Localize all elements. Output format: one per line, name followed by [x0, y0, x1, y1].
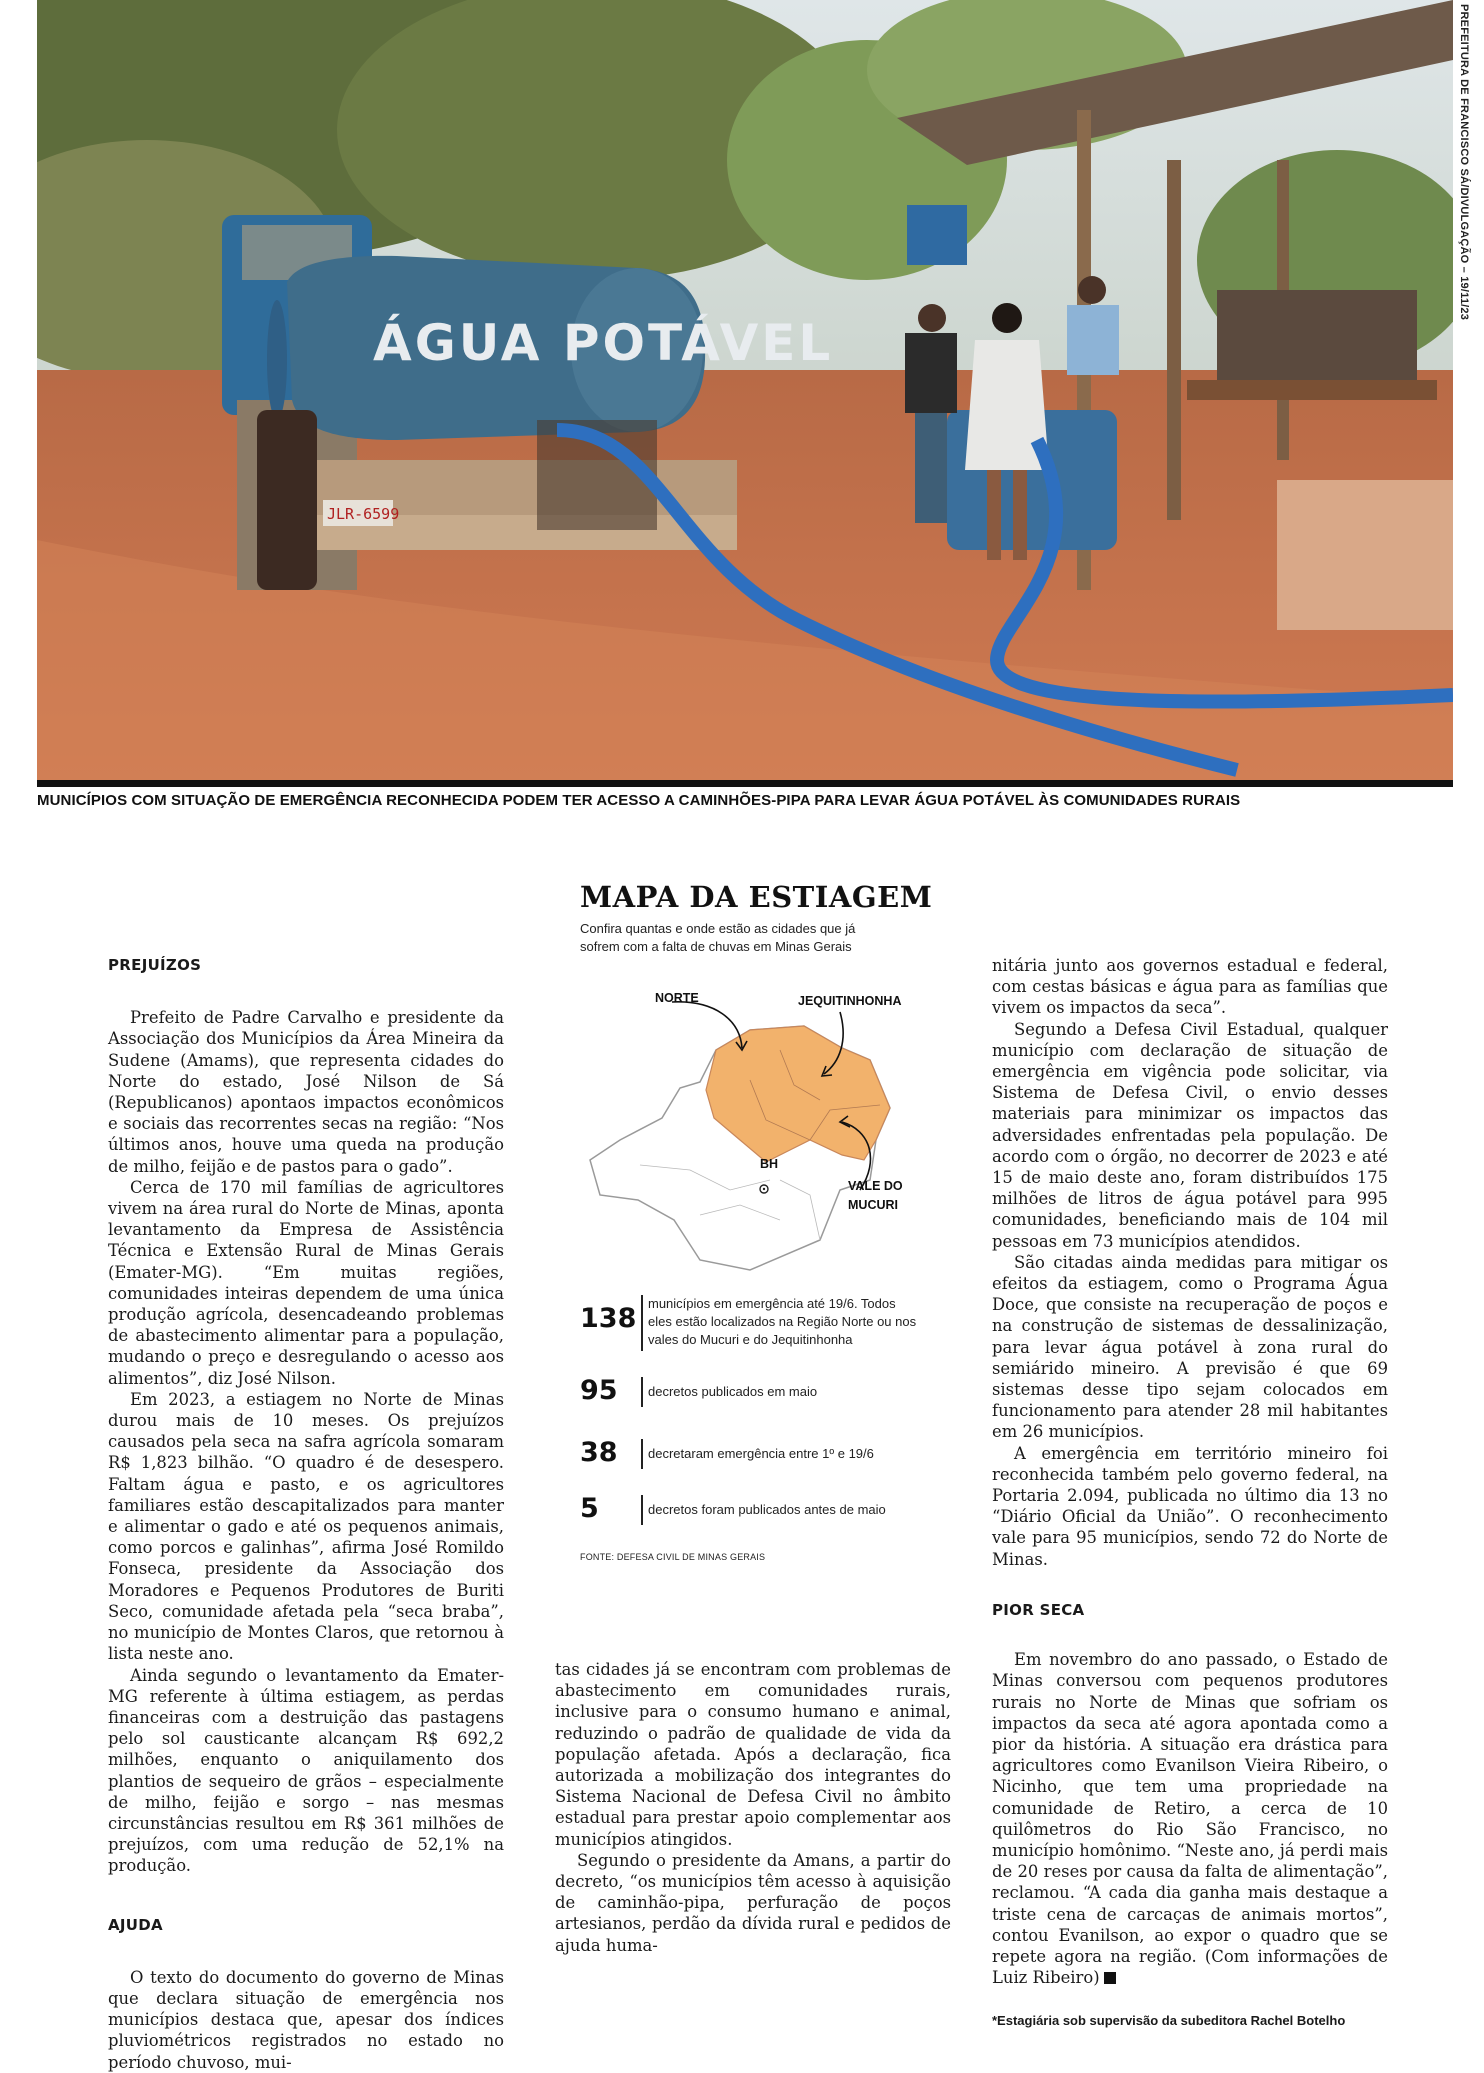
label-vale-do-mucuri: VALE DO MUCURI	[848, 1179, 903, 1212]
photo-credit: PREFEITURA DE FRANCISCO SÁ/DIVULGAÇÃO – 19/11/23	[1458, 4, 1470, 321]
paragraph: Segundo a Defesa Civil Estadual, qualquer município com declaração de situação de emergência em vigência pode solicitar, via Sistema de Defesa Civil, o envio desses materiais para minimizar os impactos das adversidades enfrentadas pela população. De acordo com o órgão, no decorrer de 2023 e até 15 de maio deste ano, foram distribuídos 175 milhões de litros de água potável para 995 comunidades, beneficiando mais de 104 mil pessoas em 73 municípios atendidos.	[992, 1019, 1388, 1251]
subhead-pior-seca: PIOR SECA	[992, 1600, 1085, 1619]
subhead-ajuda: AJUDA	[108, 1915, 163, 1934]
end-mark	[1104, 1972, 1116, 1984]
column-2	[555, 1659, 951, 1956]
paragraph: Segundo o presidente da Amans, a partir do decreto, “os municípios têm acesso à aquisição de caminhão-pipa, perfuração de poços artesianos, perdão da dívida rural e pedidos de ajuda huma-	[555, 1850, 951, 1955]
paragraph: A emergência em território mineiro foi reconhecida também pelo governo federal, na Portaria 2.094, publicada no último dia 13 no “Diário Oficial da União”. O reconhecimento vale para 95 municípios, sendo 72 do Norte de Minas.	[992, 1443, 1388, 1569]
stat-divider	[641, 1495, 643, 1525]
column-1	[108, 955, 504, 2073]
stat-number: 5	[580, 1493, 599, 1524]
footnote: *Estagiária sob supervisão da subeditora Rachel Botelho	[992, 2013, 1346, 2029]
stat-number: 38	[580, 1437, 618, 1468]
infographic-subtitle: Confira quantas e onde estão as cidades que já sofrem com a falta de chuvas em Minas Gerais	[580, 921, 856, 954]
column-3	[992, 955, 1388, 2032]
license-plate: JLR-6599	[327, 505, 400, 523]
news-photo	[37, 0, 1453, 780]
water-truck-photo	[37, 0, 1453, 780]
paragraph: nitária junto aos governos estadual e federal, com cestas básicas e água para as famílias que vivem os impactos da seca”.	[992, 956, 1388, 1018]
stat-text: decretos foram publicados antes de maio	[648, 1502, 886, 1517]
stat-divider	[641, 1377, 643, 1407]
paragraph: Ainda segundo o levantamento da Emater-MG referente à última estiagem, as perdas financeiras com a destruição das pastagens pelo sol causticante alcançam R$ 692,2 milhões, enquanto o aniquilamento dos plantios de sequeiro de grãos – especialmente de milho, feijão e sorgo – nas mesmas circunstâncias resultou em R$ 361 milhões de prejuízos, com uma redução de 52,1% na produção.	[108, 1665, 504, 1876]
paragraph: Em novembro do ano passado, o Estado de Minas conversou com pequenos produtores rurais no Norte de Minas que sofriam os impactos da seca até agora apontada como a pior da história. A situação era drástica para agricultores como Evanilson Vieira Ribeiro, o Nicinho, que tem uma propriedade na comunidade de Retiro, a cerca de 10 quilômetros do Rio São Francisco, no município homônimo. “Neste ano, já perdi mais de 20 reses por causa da falta de alimentação”, reclamou. “A cada dia ganha mais destaque a triste cena de carcaças de animais mortos”, contou Evanilson, ao expor o quadro que se repete agora na região. (Com informações de Luiz Ribeiro)	[992, 1650, 1388, 1988]
stat-number: 138	[580, 1303, 637, 1334]
stat-divider	[641, 1295, 643, 1351]
paragraph: Cerca de 170 mil famílias de agricultores vivem na área rural do Norte de Minas, aponta levantamento da Empresa de Assistência Técnica e Extensão Rural de Minas Gerais (Emater-MG). “Em muitas regiões, comunidades inteiras dependem de uma única produção agrícola, desencadeando problemas de abastecimento alimentar para a população, mudando o preço e desregulando o acesso aos alimentos”, diz José Nilson.	[108, 1177, 504, 1388]
infographic-source: FONTE: DEFESA CIVIL DE MINAS GERAIS	[580, 1552, 766, 1562]
infographic-mapa-da-estiagem	[580, 880, 960, 1580]
paragraph: Em 2023, a estiagem no Norte de Minas durou mais de 10 meses. Os prejuízos causados pela seca na safra agrícola somaram R$ 1,823 bilhão. “O quadro é de desespero. Faltam água e pasto, e os agricultores familiares estão descapitalizados para manter e alimentar o gado e até os pequenos animais, como porcos e galinhas”, afirma José Romildo Fonseca, presidente da Associação dos Moradores e Pequenos Produtores de Buriti Seco, comunidade afetada pela “seca braba”, no município de Montes Claros, que retornou à lista neste ano.	[108, 1389, 504, 1664]
minas-gerais-map	[580, 990, 960, 1280]
photo-caption: MUNICÍPIOS COM SITUAÇÃO DE EMERGÊNCIA RECONHECIDA PODEM TER ACESSO A CAMINHÕES-PIPA PARA LEVAR ÁGUA POTÁVEL ÀS COMUNIDADES RURAIS	[37, 792, 1241, 809]
paragraph: São citadas ainda medidas para mitigar os efeitos da estiagem, como o Programa Água Doce, que consiste na recuperação de poços e na construção de sistemas de dessalinização, para levar água potável à zona rural do semiárido mineiro. A previsão é que 69 sistemas desse tipo sejam colocados em funcionamento para atender 28 mil habitantes em 26 municípios.	[992, 1252, 1388, 1442]
label-bh: BH	[760, 1157, 779, 1171]
stat-number: 95	[580, 1375, 618, 1406]
label-jequitinhonha: JEQUITINHONHA	[798, 994, 902, 1008]
stat-divider	[641, 1439, 643, 1469]
stat-text: decretaram emergência entre 1º e 19/6	[648, 1446, 874, 1461]
infographic-title: MAPA DA ESTIAGEM	[580, 880, 933, 914]
tank-lettering: ÁGUA POTÁVEL	[373, 314, 834, 372]
paragraph: Prefeito de Padre Carvalho e presidente da Associação dos Municípios da Área Mineira da Sudene (Amams), que representa cidades do Norte do estado, José Nilson de Sá (Republicanos) apontaos impactos econômicos e sociais das recorrentes secas na região: “Nos últimos anos, houve uma queda na produção de milho, feijão e de pastos para o gado”.	[108, 1008, 504, 1176]
stat-text: municípios em emergência até 19/6. Todos eles estão localizados na Região Norte ou nos vales do Mucuri e do Jequitinhonha	[648, 1296, 917, 1347]
paragraph: tas cidades já se encontram com problemas de abastecimento em comunidades rurais, inclusive para o consumo humano e animal, reduzindo o padrão de qualidade de vida da população afetada. Após a declaração, fica autorizada a mobilização dos integrantes do Sistema Nacional de Defesa Civil no âmbito estadual para prestar apoio complementar aos municípios atingidos.	[555, 1660, 951, 1849]
subhead-prejuizos: PREJUÍZOS	[108, 956, 202, 974]
stat-text: decretos publicados em maio	[648, 1384, 818, 1399]
paragraph: O texto do documento do governo de Minas que declara situação de emergência nos municípios destaca que, apesar dos índices pluviométricos registrados no estado no período chuvoso, mui-	[108, 1967, 504, 2072]
label-norte: NORTE	[655, 991, 699, 1005]
caption-rule	[37, 780, 1453, 787]
